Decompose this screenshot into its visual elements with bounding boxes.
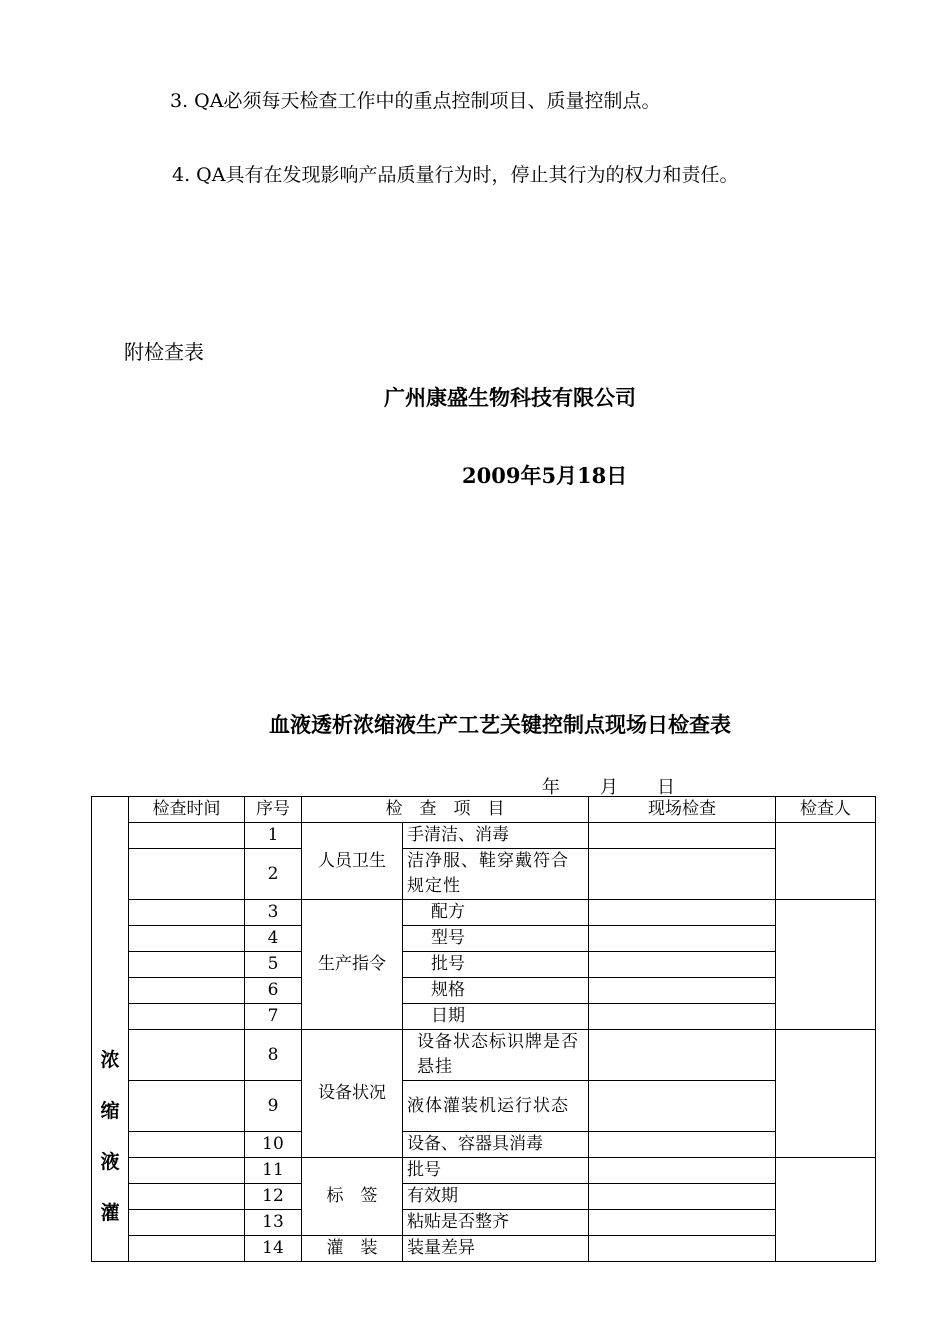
seq-cell: 10 [245,1132,302,1158]
table-row [92,1236,876,1262]
table-row [92,1158,876,1184]
seq-cell: 3 [245,900,302,926]
header-seq: 序号 [245,797,302,823]
seq-cell: 14 [245,1236,302,1262]
group-instruction: 生产指令 [302,900,403,1030]
day-label: 日 [657,777,675,798]
time-cell[interactable] [129,1184,245,1210]
time-cell[interactable] [129,1030,245,1081]
table-row [92,1004,876,1030]
item-cell: 液体灌装机运行状态 [403,1081,589,1132]
onsite-cell[interactable] [589,1132,776,1158]
side-char: 灌 [100,1201,120,1224]
seq-cell: 7 [245,1004,302,1030]
table-header-row [92,797,876,823]
onsite-cell[interactable] [589,978,776,1004]
item-cell: 洁净服、鞋穿戴符合规定性 [403,849,589,900]
inspector-cell[interactable] [776,900,876,1030]
onsite-cell[interactable] [589,849,776,900]
table-title: 血液透析浓缩液生产工艺关键控制点现场日检查表 [269,712,731,737]
paragraph-4: 4. QA具有在发现影响产品质量行为时，停止其行为的权力和责任。 [172,164,739,186]
side-char: 缩 [100,1099,120,1122]
item-cell: 批号 [403,1158,589,1184]
item-cell: 有效期 [403,1184,589,1210]
item-cell: 粘贴是否整齐 [403,1210,589,1236]
onsite-cell[interactable] [589,1030,776,1081]
year-label: 年 [542,777,560,798]
item-cell: 手清洁、消毒 [403,823,589,849]
group-label: 标 签 [302,1158,403,1236]
side-char: 浓 [100,1048,120,1071]
header-onsite: 现场检查 [589,797,776,823]
seq-cell: 1 [245,823,302,849]
document-date: 2009年5月18日 [462,463,628,488]
table-row [92,823,876,849]
time-cell[interactable] [129,978,245,1004]
inspector-cell[interactable] [776,823,876,900]
group-filling: 灌 装 [302,1236,403,1262]
inspector-cell[interactable] [776,1030,876,1158]
seq-cell: 13 [245,1210,302,1236]
side-char: 液 [100,1150,120,1173]
table-row [92,978,876,1004]
attachment-label: 附检查表 [124,340,204,364]
table-row [92,1030,876,1081]
item-cell: 配方 [403,900,589,926]
item-cell: 型号 [403,926,589,952]
onsite-cell[interactable] [589,900,776,926]
onsite-cell[interactable] [589,1184,776,1210]
item-cell: 设备状态标识牌是否悬挂 [403,1030,589,1081]
seq-cell: 2 [245,849,302,900]
table-row [92,849,876,900]
table-row [92,952,876,978]
time-cell[interactable] [129,926,245,952]
time-cell[interactable] [129,849,245,900]
header-time: 检查时间 [129,797,245,823]
onsite-cell[interactable] [589,952,776,978]
table-row [92,1081,876,1132]
item-cell: 规格 [403,978,589,1004]
header-inspector: 检查人 [776,797,876,823]
side-label [92,797,129,1262]
item-cell: 日期 [403,1004,589,1030]
seq-cell: 5 [245,952,302,978]
onsite-cell[interactable] [589,1210,776,1236]
item-cell: 批号 [403,952,589,978]
time-cell[interactable] [129,1236,245,1262]
onsite-cell[interactable] [589,1004,776,1030]
seq-cell: 11 [245,1158,302,1184]
time-cell[interactable] [129,1210,245,1236]
time-cell[interactable] [129,1132,245,1158]
paragraph-3: 3. QA必须每天检查工作中的重点控制项目、质量控制点。 [170,90,661,112]
onsite-cell[interactable] [589,1236,776,1262]
seq-cell: 8 [245,1030,302,1081]
time-cell[interactable] [129,1158,245,1184]
month-label: 月 [600,777,618,798]
onsite-cell[interactable] [589,823,776,849]
inspection-table [91,796,876,1262]
seq-cell: 4 [245,926,302,952]
table-row [92,1184,876,1210]
header-item: 检 查 项 目 [302,797,589,823]
time-cell[interactable] [129,823,245,849]
seq-cell: 12 [245,1184,302,1210]
onsite-cell[interactable] [589,1158,776,1184]
onsite-cell[interactable] [589,1081,776,1132]
table-row [92,1210,876,1236]
item-cell: 设备、容器具消毒 [403,1132,589,1158]
table-row [92,926,876,952]
item-cell: 装量差异 [403,1236,589,1262]
seq-cell: 9 [245,1081,302,1132]
company-name: 广州康盛生物科技有限公司 [384,385,636,410]
time-cell[interactable] [129,952,245,978]
onsite-cell[interactable] [589,926,776,952]
time-cell[interactable] [129,1004,245,1030]
time-cell[interactable] [129,900,245,926]
table-row [92,1132,876,1158]
seq-cell: 6 [245,978,302,1004]
group-equipment: 设备状况 [302,1030,403,1158]
group-personnel: 人员卫生 [302,823,403,900]
table-row [92,900,876,926]
time-cell[interactable] [129,1081,245,1132]
inspector-cell[interactable] [776,1158,876,1262]
